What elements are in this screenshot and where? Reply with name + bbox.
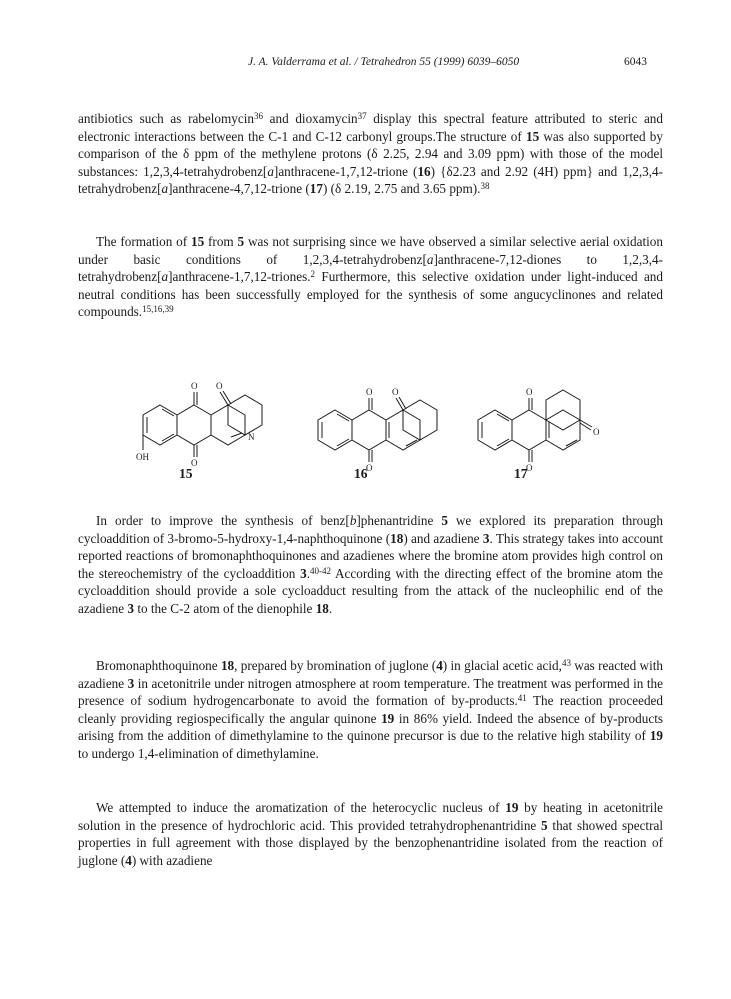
paragraph-3: In order to improve the synthesis of benz[b]phenantridine 5 we explored its preparation through cycloaddition of 3-bromo-5-hydroxy-1,4-naphthoquinone (18) and azadiene 3. This strategy takes into account reported reactions of bromonaphthoquinones and azadienes where the bromine atom provides high control on the stereochemistry of the cycloaddition 3.$^{40-42}$ According with the directing effect of the bromine atom the cycloaddition should provide a sole cycloadduct resulting from the attack of the nucleophilic end of the azadiene 3 to the C-2 atom of the dienophile 18.: [78, 513, 663, 616]
paragraph-4: Bromonaphthoquinone 18, prepared by bromination of juglone (4) in glacial acetic acid,$^{43}$ was reacted with azadiene 3 in acetonitrile under nitrogen atmosphere at room temperature. The treatment was performed in the presence of sodium hydrogencarbonate to avoid the formation of by-products.$^{41}$ The reaction proceeded cleanly providing regiospecifically the angular quinone 19 in 86% yield. Indeed the absence of by-products arising from the addition of dimethylamine to the quinone precursor is due to the relative high stability of 19 to undergo 1,4-elimination of dimethylamine.: [78, 658, 663, 761]
structure-15: [143, 391, 262, 457]
compound-label-15: 15: [179, 466, 193, 481]
oxygen-atom-16c: O: [366, 463, 373, 473]
oxygen-atom-16a: O: [366, 387, 373, 397]
oxygen-atom-17b: O: [526, 463, 533, 473]
structure-16: [318, 397, 437, 462]
nitrogen-atom-15: N: [248, 432, 255, 442]
page-number: 6043: [624, 56, 647, 68]
oxygen-atom-15b: O: [216, 381, 223, 391]
compound-label-17: 17: [514, 466, 528, 481]
hydroxyl-group-15: OH: [136, 452, 149, 462]
oxygen-atom-17c: O: [593, 427, 600, 437]
oxygen-atom-15c: O: [191, 458, 198, 468]
journal-citation: J. A. Valderrama et al. / Tetrahedron 55 (1999) 6039–6050: [248, 56, 520, 68]
paragraph-5: We attempted to induce the aromatization of the heterocyclic nucleus of 19 by heating in acetonitrile solution in the presence of hydrochloric acid. This provided tetrahydrophenantridine 5 that showed spectral properties in full agreement with those displayed by the benzophenantridine isolated from the reaction of juglone (4) with azadiene: [78, 800, 664, 868]
running-header: [0, 56, 731, 76]
compound-label-16: 16: [354, 466, 368, 481]
paragraph-1: antibiotics such as rabelomycin$^{36}$ and dioxamycin$^{37}$ display this spectral feature attributed to steric and electronic interactions between the C-1 and C-12 carbonyl groups.The structure of 15 was also supported by comparison of the δ ppm of the methylene protons (δ 2.25, 2.94 and 3.09 ppm) with those of the model substances: 1,2,3,4-tetrahydrobenz[a]anthracene-1,7,12-trione (16) {δ2.23 and 2.92 (4H) ppm} and 1,2,3,4-tetrahydrobenz[a]anthracene-4,7,12-trione (17) (δ 2.19, 2.75 and 3.65 ppm).$^{38}$: [78, 111, 663, 197]
structure-17: [478, 390, 592, 462]
oxygen-atom-15a: O: [191, 381, 198, 391]
chemical-structures-figure: [100, 360, 660, 495]
oxygen-atom-17a: O: [526, 387, 533, 397]
oxygen-atom-16b: O: [392, 387, 399, 397]
paragraph-2: The formation of 15 from 5 was not surprising since we have observed a similar selective aerial oxidation under basic conditions of 1,2,3,4-tetrahydrobenz[a]anthracene-7,12-diones to 1,2,3,4-tetrahydrobenz[a]anthracene-1,7,12-triones.$^2$ Furthermore, this selective oxidation under light-induced and neutral conditions has been successfully employed for the synthesis of some angucyclinones and related compounds.$^{15,16,39}$: [78, 234, 663, 320]
